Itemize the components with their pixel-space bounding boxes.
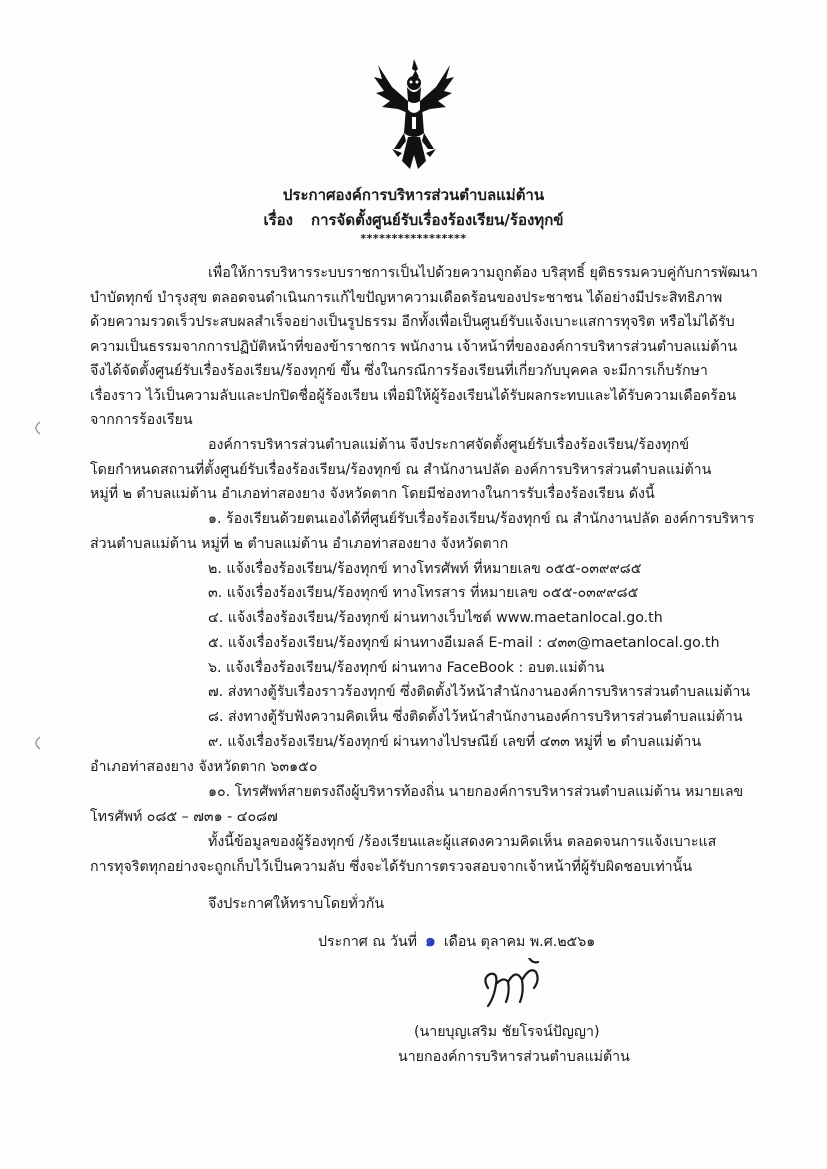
scan-mark-icon (30, 420, 44, 436)
intro-line: จึงได้จัดตั้งศูนย์รับเรื่องร้องเรียน/ร้องทุกข์ ขึ้น ซึ่งในกรณีการร้องเรียนที่เกี่ยวกับบุคคล จะมีการเก็บรักษา (90, 363, 708, 379)
channel-item: ๕. แจ้งเรื่องร้องเรียน/ร้องทุกข์ ผ่านทางอีเมลล์ E-mail : ๔๓๓@maetanlocal.go.th (208, 635, 720, 651)
subject-text: การจัดตั้งศูนย์รับเรื่องร้องเรียน/ร้องทุกข์ (311, 211, 564, 229)
channel-item: ๒. แจ้งเรื่องร้องเรียน/ร้องทุกข์ ทางโทรศัพท์ ที่หมายเลข ๐๕๕-๐๓๙๙๘๕ (208, 561, 642, 577)
intro-line: เรื่องราว ไว้เป็นความลับและปกปิดชื่อผู้ร้องเรียน เพื่อมิให้ผู้ร้องเรียนได้รับผลกระทบและได้รับความเดือดร้อน (90, 388, 737, 404)
announcement-title: ประกาศองค์การบริหารส่วนตำบลแม่ต้าน (282, 186, 545, 204)
signer-position: นายกองค์การบริหารส่วนตำบลแม่ต้าน (398, 1049, 630, 1065)
confidentiality-line: ทั้งนี้ข้อมูลของผู้ร้องทุกข์ /ร้องเรียนและผู้แสดงความคิดเห็น ตลอดจนการแจ้งเบาะแส (208, 834, 717, 850)
intro-line: จากการร้องเรียน (90, 412, 193, 428)
channel-item: ๘. ส่งทางตู้รับฟังความคิดเห็น ซึ่งติดตั้งไว้หน้าสำนักงานองค์การบริหารส่วนตำบลแม่ต้าน (208, 709, 743, 725)
scan-mark-icon (30, 735, 44, 751)
header-separator: ***************** (360, 232, 467, 245)
establishment-line: หมู่ที่ ๒ ตำบลแม่ต้าน อำเภอท่าสองยาง จังหวัดตาก โดยมีช่องทางในการรับเรื่องร้องเรียน ดังนี้ (90, 486, 655, 502)
intro-line: ด้วยความรวดเร็วประสบผลสำเร็จอย่างเป็นรูปธรรม อีกทั้งเพื่อเป็นศูนย์รับแจ้งเบาะแสการทุจริต หรือไม่ได้รับ (90, 314, 735, 330)
intro-line: เพื่อให้การบริหารระบบราชการเป็นไปด้วยความถูกต้อง บริสุทธิ์ ยุติธรรมควบคู่กับการพัฒนา (208, 265, 758, 281)
signer-name: (นายบุญเสริม ชัยโรจน์ปัญญา) (414, 1024, 600, 1040)
channel-item: ๗. ส่งทางตู้รับเรื่องราวร้องทุกข์ ซึ่งติดตั้งไว้หน้าสำนักงานองค์การบริหารส่วนตำบลแม่ต้าน (208, 684, 751, 700)
establishment-line: องค์การบริหารส่วนตำบลแม่ต้าน จึงประกาศจัดตั้งศูนย์รับเรื่องร้องเรียน/ร้องทุกข์ (208, 437, 690, 453)
channel-item: ๙. แจ้งเรื่องร้องเรียน/ร้องทุกข์ ผ่านทางไปรษณีย์ เลขที่ ๔๓๓ หมู่ที่ ๒ ตำบลแม่ต้าน (208, 734, 702, 750)
channel-item: ๑. ร้องเรียนด้วยตนเองได้ที่ศูนย์รับเรื่องร้องเรียน/ร้องทุกข์ ณ สำนักงานปลัด องค์การบริหาร (208, 511, 755, 527)
announcement-date (318, 927, 595, 954)
intro-line: ความเป็นธรรมจากการปฏิบัติหน้าที่ของข้าราชการ พนักงาน เจ้าหน้าที่ขององค์การบริหารส่วนตำบลแม่ต้าน (90, 339, 738, 355)
channel-item: ๓. แจ้งเรื่องร้องเรียน/ร้องทุกข์ ทางโทรสาร ที่หมายเลข ๐๕๕-๐๓๙๙๘๕ (208, 585, 639, 601)
signature-image (478, 958, 552, 1010)
establishment-line: โดยกำหนดสถานที่ตั้งศูนย์รับเรื่องร้องเรียน/ร้องทุกข์ ณ สำนักงานปลัด องค์การบริหารส่วนตำบลแม่ต้าน (90, 462, 712, 478)
subject-label: เรื่อง (263, 211, 293, 229)
date-prefix: ประกาศ ณ วันที่ (318, 934, 418, 950)
announcement-subject (0, 208, 827, 232)
closing-statement: จึงประกาศให้ทราบโดยทั่วกัน (208, 896, 385, 912)
date-month-year: เดือน ตุลาคม พ.ศ.๒๕๖๑ (443, 934, 596, 950)
channel-item-continuation: โทรศัพท์ ๐๘๕ – ๗๓๑ - ๔๐๘๗ (90, 809, 278, 825)
channel-item-continuation: ส่วนตำบลแม่ต้าน หมู่ที่ ๒ ตำบลแม่ต้าน อำเภอท่าสองยาง จังหวัดตาก (90, 536, 509, 552)
channel-item: ๖. แจ้งเรื่องร้องเรียน/ร้องทุกข์ ผ่านทาง FaceBook : อบต.แม่ต้าน (208, 660, 605, 676)
date-day: ๑ (425, 931, 436, 951)
garuda-emblem-icon (372, 57, 456, 173)
channel-item: ๔. แจ้งเรื่องร้องเรียน/ร้องทุกข์ ผ่านทางเว็บไซต์ www.maetanlocal.go.th (208, 610, 663, 626)
channel-item-continuation: อำเภอท่าสองยาง จังหวัดตาก ๖๓๑๕๐ (90, 759, 318, 775)
intro-line: บำบัดทุกข์ บำรุงสุข ตลอดจนดำเนินการแก้ไขปัญหาความเดือดร้อนของประชาชน ได้อย่างมีประสิทธิภาพ (90, 290, 723, 306)
confidentiality-line: การทุจริตทุกอย่างจะถูกเก็บไว้เป็นความลับ ซึ่งจะได้รับการตรวจสอบจากเจ้าหน้าที่ผู้รับผิดชอบเท่านั้น (90, 859, 693, 875)
channel-item: ๑๐. โทรศัพท์สายตรงถึงผู้บริหารท้องถิ่น นายกองค์การบริหารส่วนตำบลแม่ต้าน หมายเลข (208, 784, 744, 800)
